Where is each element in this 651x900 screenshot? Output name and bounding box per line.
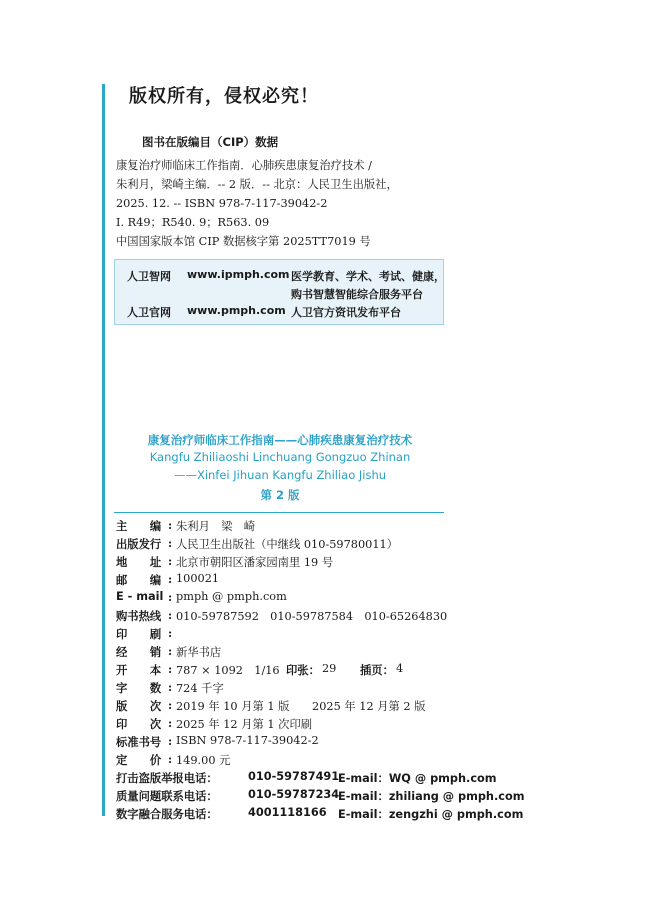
colon: : <box>168 662 173 676</box>
colon: : <box>168 608 173 622</box>
colon: : <box>168 626 173 640</box>
detail-value: 人民卫生出版社（中继线 010-59780011） <box>176 538 399 551</box>
colon: : <box>168 752 173 766</box>
detail-label: E - mail <box>116 590 164 603</box>
contact-phone: 010-59787491 <box>248 770 340 783</box>
colon: : <box>168 536 173 550</box>
detail-label: 出版发行 <box>116 538 162 551</box>
colon: : <box>168 734 173 748</box>
site-url-pmph[interactable]: www.pmph.com <box>187 304 286 317</box>
cip-line: 康复治疗师临床工作指南．心肺疾患康复治疗技术 / <box>116 159 372 172</box>
detail-label: 购书热线 <box>116 610 162 623</box>
book-title-pinyin-1: Kangfu Zhiliaoshi Linchuang Gongzuo Zhinan <box>149 450 411 464</box>
detail-label: 版 次 <box>116 700 162 713</box>
detail-label: 邮 编 <box>116 574 162 587</box>
contact-phone: 010-59787234 <box>248 788 340 801</box>
detail-value: 149.00 元 <box>176 754 231 767</box>
colon: : <box>168 680 173 694</box>
detail-value: 787 × 1092 1/16 <box>176 664 280 677</box>
detail-label: 主 编 <box>116 520 162 533</box>
detail-value: 100021 <box>176 572 220 585</box>
contact-label: 质量问题联系电话： <box>116 790 218 803</box>
detail-label: 字 数 <box>116 682 162 695</box>
colon: : <box>168 698 173 712</box>
detail-value: 2019 年 10 月第 1 版 2025 年 12 月第 2 版 <box>176 700 426 713</box>
book-edition: 第 2 版 <box>260 488 300 502</box>
colon: : <box>168 590 173 604</box>
detail-label: 地 址 <box>116 556 162 569</box>
site-name-ipmph: 人卫智网 <box>127 270 171 283</box>
printed-sheets-value: 29 <box>322 662 337 675</box>
book-title-cn: 康复治疗师临床工作指南——心肺疾患康复治疗技术 <box>147 433 413 447</box>
cip-line: 2025. 12. -- ISBN 978-7-117-39042-2 <box>116 197 328 210</box>
cip-block <box>116 156 398 251</box>
detail-label: 经 销 <box>116 646 162 659</box>
detail-label: 印 刷 <box>116 628 162 641</box>
book-title-pinyin-2: ——Xinfei Jihuan Kangfu Zhiliao Jishu <box>173 468 387 482</box>
contact-email[interactable]: E-mail：WQ @ pmph.com <box>338 772 497 785</box>
copyright-notice: 版权所有，侵权必究！ <box>129 86 319 107</box>
contact-phone: 4001118166 <box>248 806 327 819</box>
detail-value: 2025 年 12 月第 1 次印刷 <box>176 718 313 731</box>
contact-email[interactable]: E-mail：zhiliang @ pmph.com <box>338 790 525 803</box>
cip-line: 中国国家版本馆 CIP 数据核字第 2025TT7019 号 <box>116 235 371 248</box>
colon: : <box>168 716 173 730</box>
separator-line <box>114 512 444 513</box>
colon: : <box>168 644 173 658</box>
colon: : <box>168 554 173 568</box>
detail-label: 印 次 <box>116 718 162 731</box>
detail-label: 开 本 <box>116 664 162 677</box>
detail-value: 朱利月 梁 崎 <box>176 520 256 533</box>
site-desc-ipmph-line1: 医学教育、学术、考试、健康， <box>291 270 445 283</box>
site-desc-pmph: 人卫官方资讯发布平台 <box>291 306 401 319</box>
colon: : <box>168 518 173 532</box>
contact-label: 打击盗版举报电话： <box>116 772 218 785</box>
contact-email[interactable]: E-mail：zengzhi @ pmph.com <box>338 808 524 821</box>
cip-line: 朱利月，梁崎主编．-- 2 版．-- 北京：人民卫生出版社， <box>116 178 398 191</box>
site-url-ipmph[interactable]: www.ipmph.com <box>187 268 290 281</box>
detail-label: 定 价 <box>116 754 162 767</box>
printed-sheets-label: 印张： <box>286 664 320 677</box>
detail-label: 标准书号 <box>116 736 162 749</box>
site-name-pmph: 人卫官网 <box>127 306 171 319</box>
cip-line: Ⅰ. R49；R540. 9；R563. 09 <box>116 216 270 229</box>
contact-label: 数字融合服务电话： <box>116 808 218 821</box>
detail-value[interactable]: pmph @ pmph.com <box>176 590 287 603</box>
detail-value: 北京市朝阳区潘家园南里 19 号 <box>176 556 334 569</box>
site-desc-ipmph-line2: 购书智慧智能综合服务平台 <box>291 288 423 301</box>
detail-value: 724 千字 <box>176 682 224 695</box>
website-info-box <box>114 259 444 325</box>
colon: : <box>168 572 173 586</box>
cip-heading: 图书在版编目（CIP）数据 <box>142 135 279 149</box>
detail-value: ISBN 978-7-117-39042-2 <box>176 734 319 747</box>
detail-value: 新华书店 <box>176 646 222 659</box>
inserts-label: 插页： <box>360 664 394 677</box>
detail-value: 010-59787592 010-59787584 010-65264830 <box>176 610 448 623</box>
inserts-value: 4 <box>396 662 404 675</box>
